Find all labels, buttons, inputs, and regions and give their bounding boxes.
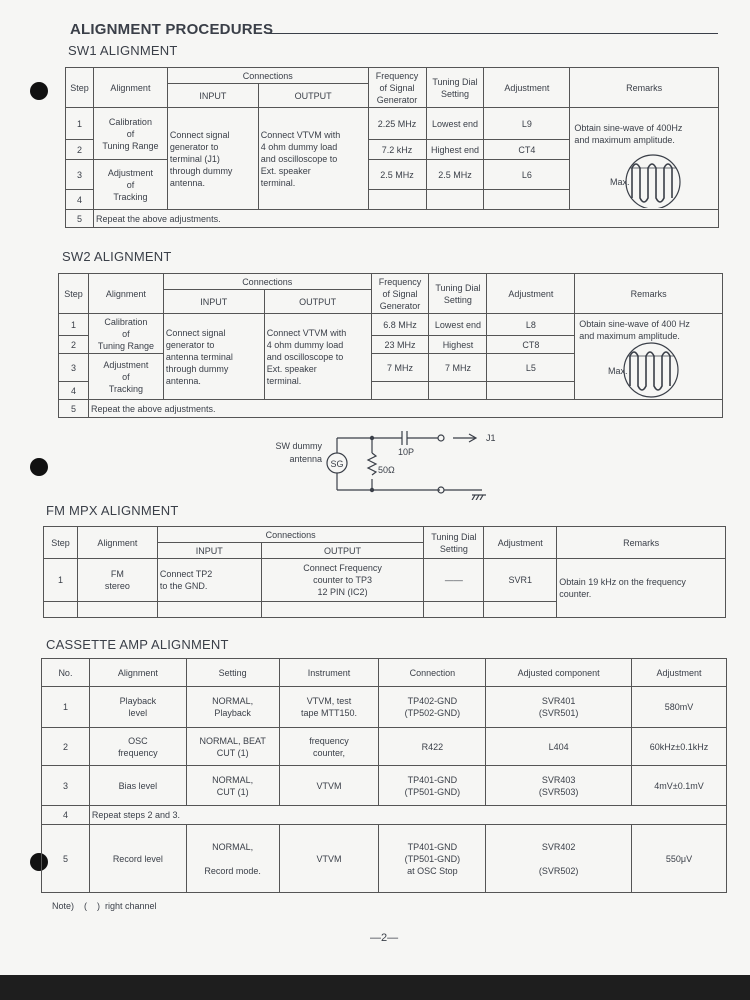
cas-h-adjustment: Adjustment (632, 659, 727, 687)
cas-h-setting: Setting (186, 659, 279, 687)
fm-h-input: INPUT (157, 543, 261, 559)
sw2-title: SW2 ALIGNMENT (62, 249, 172, 264)
cas-connection: TP402-GND (TP502-GND) (379, 687, 486, 728)
sw2-adj: CT8 (487, 336, 575, 354)
cassette-title: CASSETTE AMP ALIGNMENT (46, 637, 229, 652)
sw2-adj: L8 (487, 314, 575, 336)
sine-wave-scope-icon (570, 108, 719, 208)
sw1-step: 5 (66, 210, 94, 228)
sw1-h-output: OUTPUT (258, 84, 368, 108)
cas-connection: TP401-GND (TP501-GND) at OSC Stop (379, 825, 486, 893)
fm-h-adjustment: Adjustment (484, 527, 557, 559)
sw2-input: Connect signal generator to antenna terminal through dummy antenna. (163, 314, 264, 400)
sw1-freq: 2.5 MHz (368, 160, 426, 190)
sw1-adj: L9 (484, 108, 570, 140)
cas-connection: TP401-GND (TP501-GND) (379, 766, 486, 806)
fm-alignment: FM stereo (77, 559, 157, 602)
sine-wave-scope-icon (575, 314, 723, 402)
fm-title: FM MPX ALIGNMENT (46, 503, 179, 518)
sw1-title: SW1 ALIGNMENT (68, 43, 178, 58)
sw2-step: 2 (59, 336, 89, 354)
cas-setting: NORMAL, CUT (1) (186, 766, 279, 806)
res-label: 50Ω (378, 465, 395, 475)
sw1-dial: 2.5 MHz (426, 160, 484, 190)
fm-h-alignment: Alignment (77, 527, 157, 559)
sw1-adj: L6 (484, 160, 570, 190)
fm-h-remarks: Remarks (557, 527, 726, 559)
sw2-h-step: Step (59, 274, 89, 314)
cas-instrument: VTVM, test tape MTT150. (279, 687, 379, 728)
cas-h-connection: Connection (379, 659, 486, 687)
sw1-freq: 7.2 kHz (368, 140, 426, 160)
sw2-repeat: Repeat the above adjustments. (88, 400, 722, 418)
cas-alignment: Bias level (89, 766, 186, 806)
sw1-remarks: Obtain sine-wave of 400Hz and maximum amplitude. (574, 123, 683, 145)
sw1-h-step: Step (66, 68, 94, 108)
sw1-h-remarks: Remarks (570, 68, 719, 108)
sw2-freq: 7 MHz (371, 354, 429, 382)
document-title: ALIGNMENT PROCEDURES (70, 21, 274, 38)
sw1-step: 3 (66, 160, 94, 190)
cas-h-alignment: Alignment (89, 659, 186, 687)
cas-component: SVR401 (SVR501) (486, 687, 632, 728)
sw1-h-connections: Connections (167, 68, 368, 84)
fm-h-dial: Tuning Dial Setting (424, 527, 484, 559)
cas-alignment: Playback level (89, 687, 186, 728)
sw1-align-cal: Calibration of Tuning Range (93, 108, 167, 160)
sw2-output: Connect VTVM with 4 ohm dummy load and oscilloscope to Ext. speaker terminal. (264, 314, 371, 400)
sw2-h-connections: Connections (163, 274, 371, 290)
fm-table (43, 526, 726, 618)
cas-connection: R422 (379, 728, 486, 766)
sw2-align-track: Adjustment of Tracking (88, 354, 163, 400)
sw1-step: 2 (66, 140, 94, 160)
sw2-remarks: Obtain sine-wave of 400 Hz and maximum amplitude. (579, 319, 690, 341)
sw2-freq: 23 MHz (371, 336, 429, 354)
fm-h-output: OUTPUT (261, 543, 424, 559)
cas-component: SVR402 (SVR502) (486, 825, 632, 893)
binder-hole (30, 82, 48, 100)
sg-label: SG (330, 459, 344, 469)
sw1-step: 1 (66, 108, 94, 140)
sw2-align-cal: Calibration of Tuning Range (88, 314, 163, 354)
cas-adjustment: 550μV (632, 825, 727, 893)
cas-component: SVR403 (SVR503) (486, 766, 632, 806)
cas-instrument: VTVM (279, 825, 379, 893)
fm-h-step: Step (44, 527, 78, 559)
sw2-h-frequency: Frequency of Signal Generator (371, 274, 429, 314)
sw1-h-adjustment: Adjustment (484, 68, 570, 108)
sw2-step: 4 (59, 382, 89, 400)
fm-input: Connect TP2 to the GND. (157, 559, 261, 602)
sw2-dial: Highest (429, 336, 487, 354)
circuit-diagram-icon (250, 425, 510, 500)
sw1-freq: 2.25 MHz (368, 108, 426, 140)
cas-no: 1 (42, 687, 90, 728)
sw1-output: Connect VTVM with 4 ohm dummy load and oscilloscope to Ext. speaker terminal. (258, 108, 368, 210)
sw1-dial: Lowest end (426, 108, 484, 140)
cas-h-component: Adjusted component (486, 659, 632, 687)
sw1-h-frequency: Frequency of Signal Generator (368, 68, 426, 108)
title-rule (268, 33, 718, 34)
cas-no: 4 (42, 806, 90, 825)
fm-remarks: Obtain 19 kHz on the frequency counter. (557, 559, 726, 618)
cas-no: 3 (42, 766, 90, 806)
sw1-h-input: INPUT (167, 84, 258, 108)
cas-setting: NORMAL, Record mode. (186, 825, 279, 893)
sw2-h-output: OUTPUT (264, 290, 371, 314)
sw2-h-alignment: Alignment (88, 274, 163, 314)
sw1-repeat: Repeat the above adjustments. (93, 210, 718, 228)
cassette-table (41, 658, 727, 893)
fm-output: Connect Frequency counter to TP3 12 PIN (IC2) (261, 559, 424, 602)
j1-label: J1 (486, 433, 496, 443)
sw2-dial: Lowest end (429, 314, 487, 336)
cas-adjustment: 4mV±0.1mV (632, 766, 727, 806)
sw2-h-input: INPUT (163, 290, 264, 314)
sw1-dial: Highest end (426, 140, 484, 160)
sw2-step: 5 (59, 400, 89, 418)
fm-adj: SVR1 (484, 559, 557, 602)
sw2-step: 1 (59, 314, 89, 336)
sw1-step: 4 (66, 190, 94, 210)
fm-dial: —— (424, 559, 484, 602)
cas-h-instrument: Instrument (279, 659, 379, 687)
circuit-label: SW dummy antenna (275, 441, 322, 464)
sw2-freq: 6.8 MHz (371, 314, 429, 336)
fm-h-connections: Connections (157, 527, 424, 543)
sw2-h-remarks: Remarks (575, 274, 723, 314)
cas-setting: NORMAL, BEAT CUT (1) (186, 728, 279, 766)
sw1-table (65, 67, 719, 228)
sw2-remarks-cell (575, 314, 723, 400)
cas-instrument: VTVM (279, 766, 379, 806)
sw2-table (58, 273, 723, 418)
cas-instrument: frequency counter, (279, 728, 379, 766)
sw1-h-dial: Tuning Dial Setting (426, 68, 484, 108)
sw1-remarks-cell (570, 108, 719, 210)
sw2-max-label: Max. (608, 366, 628, 376)
cas-setting: NORMAL, Playback (186, 687, 279, 728)
sw2-step: 3 (59, 354, 89, 382)
sw2-h-adjustment: Adjustment (487, 274, 575, 314)
binder-hole (30, 458, 48, 476)
background-strip (0, 975, 750, 1000)
cas-component: L404 (486, 728, 632, 766)
sw2-h-dial: Tuning Dial Setting (429, 274, 487, 314)
footer-note: Note) ( ) right channel (52, 901, 157, 911)
page-number: —2— (370, 932, 399, 944)
sw1-input: Connect signal generator to terminal (J1) through dummy antenna. (167, 108, 258, 210)
sw2-adj: L5 (487, 354, 575, 382)
sw1-adj: CT4 (484, 140, 570, 160)
sw2-dial: 7 MHz (429, 354, 487, 382)
cas-adjustment: 580mV (632, 687, 727, 728)
cas-alignment: OSC frequency (89, 728, 186, 766)
cas-no: 5 (42, 825, 90, 893)
fm-step: 1 (44, 559, 78, 602)
cap-label: 10P (398, 447, 415, 457)
cas-h-no: No. (42, 659, 90, 687)
cas-repeat: Repeat steps 2 and 3. (89, 806, 726, 825)
sw1-max-label: Max. (610, 177, 630, 187)
sw1-h-alignment: Alignment (93, 68, 167, 108)
cas-no: 2 (42, 728, 90, 766)
cas-adjustment: 60kHz±0.1kHz (632, 728, 727, 766)
cas-alignment: Record level (89, 825, 186, 893)
sw1-align-track: Adjustment of Tracking (93, 160, 167, 210)
